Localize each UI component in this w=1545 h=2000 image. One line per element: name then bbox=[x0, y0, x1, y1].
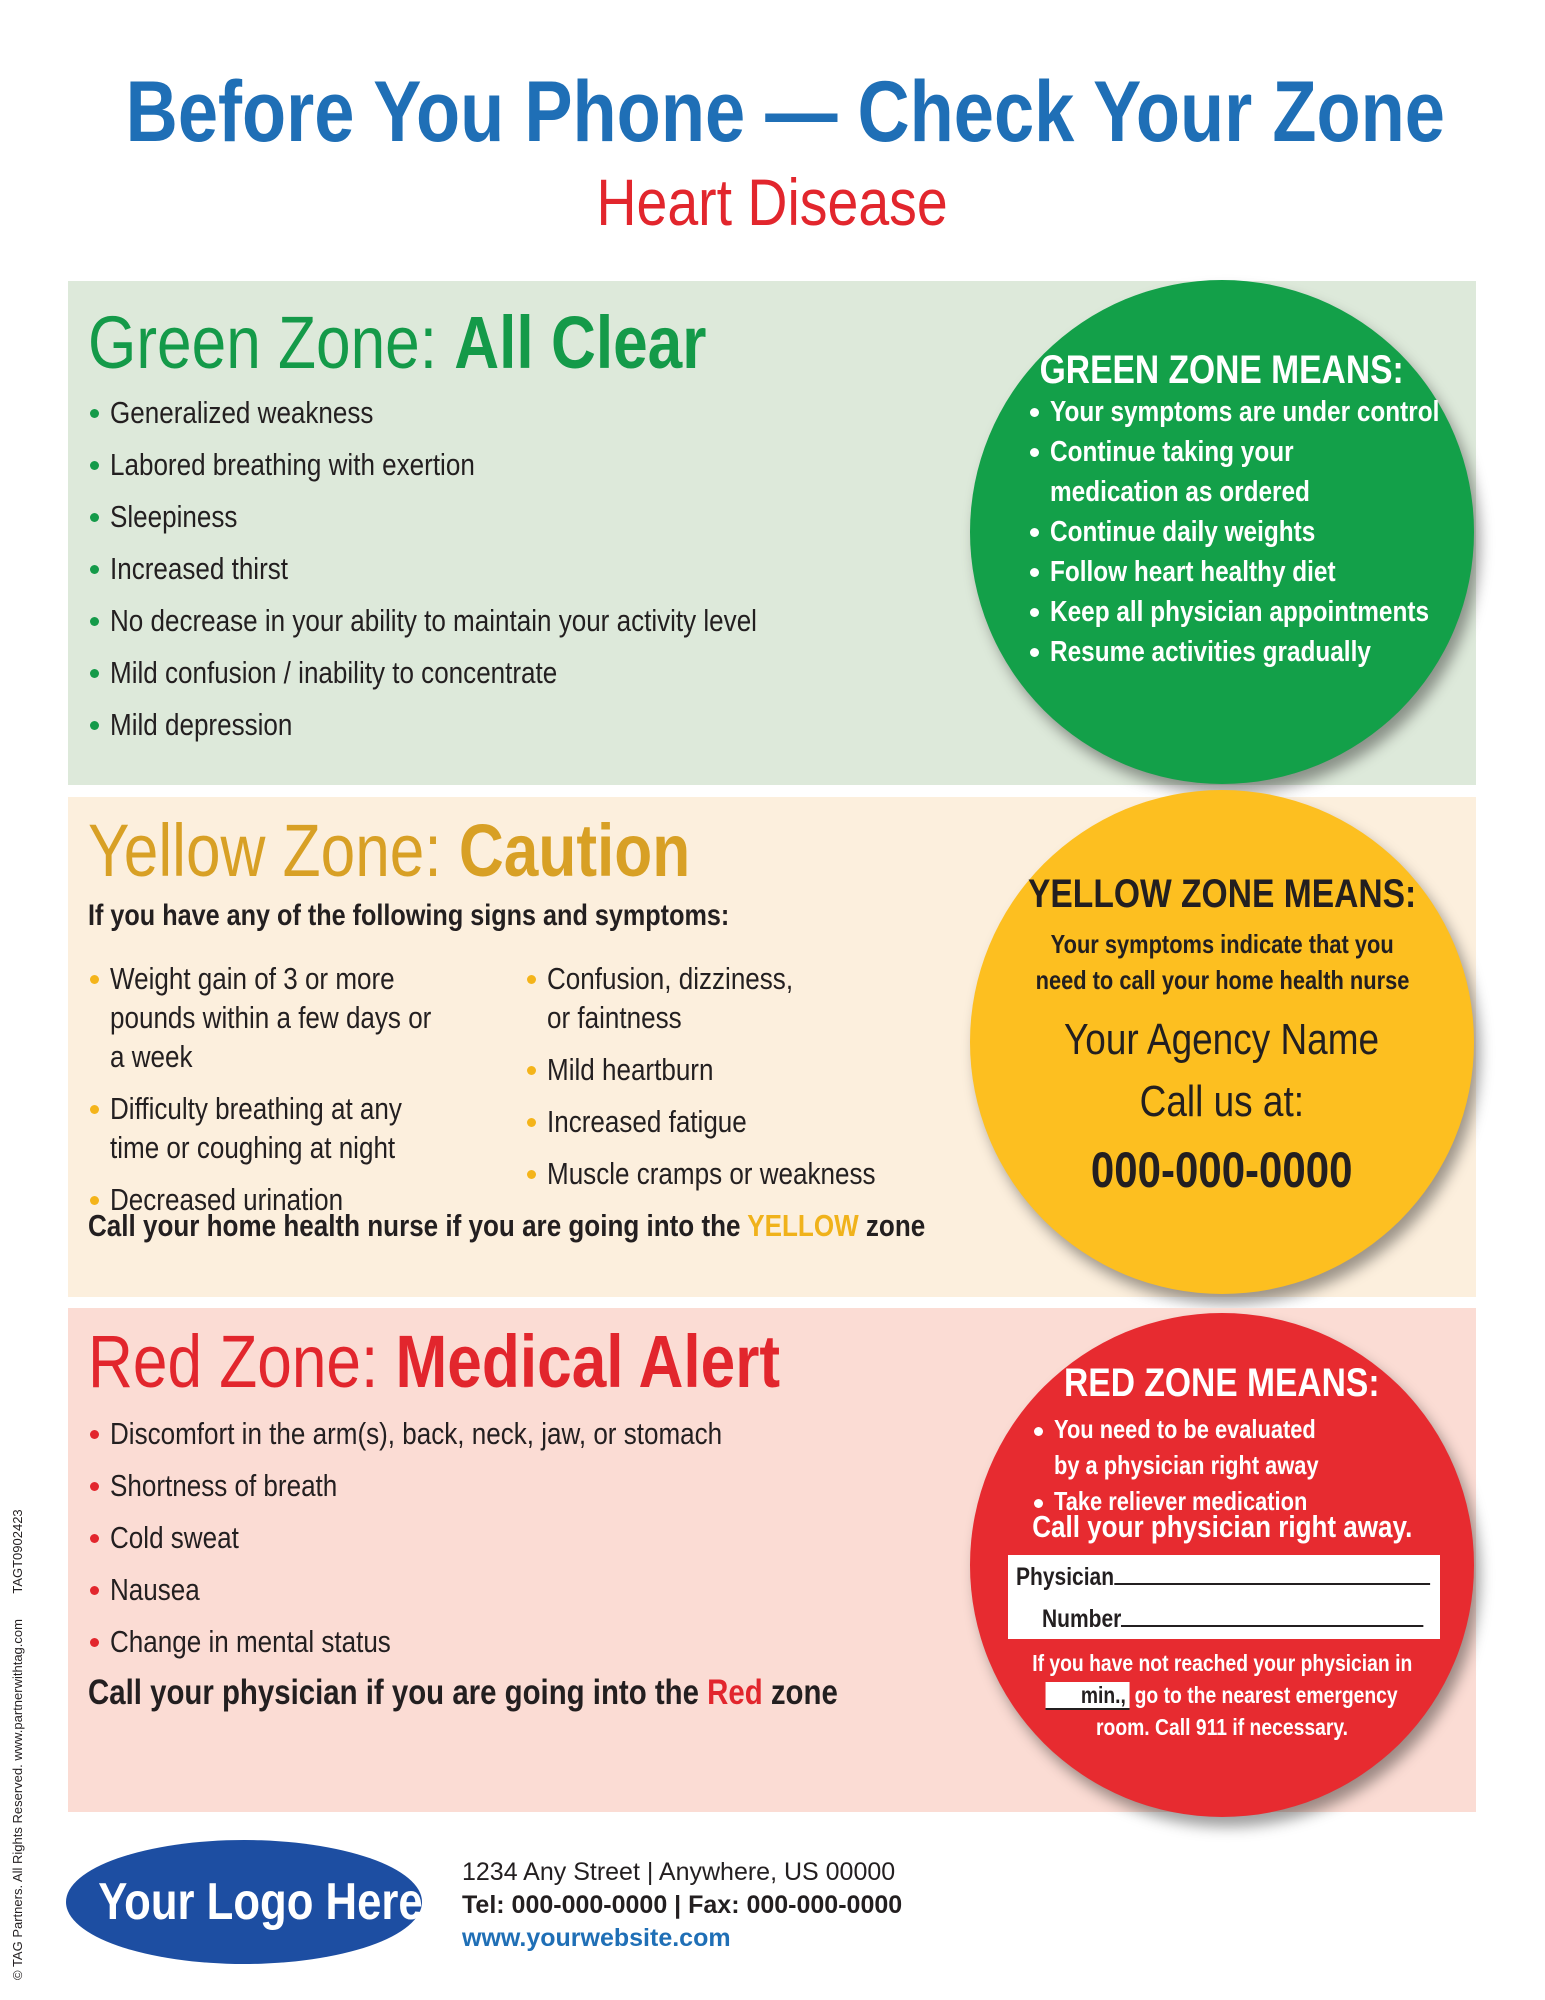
website-link[interactable]: www.yourwebsite.com bbox=[462, 1924, 731, 1952]
address: 1234 Any Street | Anywhere, US 00000 bbox=[462, 1858, 896, 1886]
red-zone-call-instruction: Call your physician if you are going into the Red zone bbox=[88, 1673, 838, 1712]
green-zone-means-title: GREEN ZONE MEANS: bbox=[1039, 348, 1405, 392]
red-zone-heading: Red Zone: Medical Alert bbox=[88, 1320, 781, 1403]
yellow-zone-means-title: YELLOW ZONE MEANS: bbox=[1027, 872, 1417, 916]
yellow-zone-call-instruction: Call your home health nurse if you are going into the YELLOW zone bbox=[88, 1208, 926, 1243]
physician-field[interactable]: Physician bbox=[1016, 1561, 1509, 1592]
list-item: Keep all physician appointments bbox=[1028, 592, 1458, 632]
call-us-label: Call us at: bbox=[1139, 1077, 1305, 1126]
list-item: Increased thirst bbox=[88, 549, 880, 588]
red-symptom-list bbox=[88, 1414, 839, 1674]
yellow-symptom-list-1 bbox=[88, 959, 508, 1232]
yellow-symptom-list-2 bbox=[525, 959, 905, 1206]
list-item: Mild confusion / inability to concentrate bbox=[88, 653, 880, 692]
green-zone-heading: Green Zone: All Clear bbox=[88, 301, 707, 384]
list-item: Muscle cramps or weakness bbox=[525, 1154, 905, 1193]
green-zone-means-circle bbox=[970, 280, 1474, 784]
yellow-zone-heading: Yellow Zone: Caution bbox=[88, 809, 691, 892]
list-item: Continue taking your medication as ordered bbox=[1028, 432, 1458, 512]
yellow-zone-intro: If you have any of the following signs and symptoms: bbox=[88, 899, 730, 932]
red-zone-means-title: RED ZONE MEANS: bbox=[1064, 1361, 1380, 1405]
list-item: Sleepiness bbox=[88, 497, 880, 536]
list-item: Change in mental status bbox=[88, 1622, 839, 1661]
list-item: Resume activities gradually bbox=[1028, 632, 1458, 672]
list-item: Continue daily weights bbox=[1028, 512, 1458, 552]
list-item: Your symptoms are under control bbox=[1028, 392, 1458, 432]
list-item: You need to be evaluated by a physician right away bbox=[1032, 1411, 1392, 1483]
phone-fax: Tel: 000-000-0000 | Fax: 000-000-0000 bbox=[462, 1891, 903, 1919]
page-subtitle: Heart Disease bbox=[596, 165, 949, 239]
red-zone-means-list bbox=[1032, 1411, 1392, 1519]
red-zone-means-circle bbox=[970, 1313, 1474, 1817]
list-item: Shortness of breath bbox=[88, 1466, 839, 1505]
list-item: Difficulty breathing at any time or coughing at night bbox=[88, 1089, 508, 1167]
list-item: Increased fatigue bbox=[525, 1102, 905, 1141]
agency-name: Your Agency Name bbox=[1064, 1015, 1380, 1064]
list-item: Cold sweat bbox=[88, 1518, 839, 1557]
list-item: Weight gain of 3 or more pounds within a few days or a week bbox=[88, 959, 508, 1076]
list-item: No decrease in your ability to maintain your activity level bbox=[88, 601, 880, 640]
copyright-text: © TAG Partners. All Rights Reserved. www.partnerwithtag.com bbox=[10, 1619, 25, 1980]
physician-line[interactable] bbox=[1114, 1561, 1430, 1585]
list-item: Confusion, dizziness, or faintness bbox=[525, 959, 905, 1037]
list-item: Discomfort in the arm(s), back, neck, jaw, or stomach bbox=[88, 1414, 839, 1453]
list-item: Labored breathing with exertion bbox=[88, 445, 880, 484]
list-item: Mild depression bbox=[88, 705, 880, 744]
number-line[interactable] bbox=[1121, 1603, 1423, 1627]
yellow-zone-means-text: Your symptoms indicate that you need to call your home health nurse bbox=[1035, 929, 1409, 995]
contact-block bbox=[462, 1856, 902, 1955]
number-field[interactable]: Number bbox=[1042, 1603, 1496, 1634]
list-item: Nausea bbox=[88, 1570, 839, 1609]
green-symptom-list bbox=[88, 393, 880, 757]
green-zone-means-list bbox=[1028, 392, 1458, 672]
list-item: Generalized weakness bbox=[88, 393, 880, 432]
page-title: Before You Phone — Check Your Zone bbox=[125, 64, 1445, 160]
list-item: Follow heart healthy diet bbox=[1028, 552, 1458, 592]
copyright-vertical bbox=[10, 1487, 25, 1980]
physician-note: If you have not reached your physician in min., go to the nearest emergency room. Call 911 if necessary. bbox=[1031, 1650, 1413, 1740]
logo: Your Logo Here! bbox=[66, 1840, 422, 1964]
agency-phone: 000-000-0000 bbox=[1091, 1142, 1353, 1198]
call-physician-text: Call your physician right away. bbox=[1031, 1509, 1413, 1544]
document-code: TAGT0902423 bbox=[10, 1509, 25, 1594]
physician-info-box bbox=[1008, 1555, 1440, 1639]
yellow-zone-means-circle bbox=[970, 790, 1474, 1294]
list-item: Take reliever medication bbox=[1032, 1483, 1392, 1519]
list-item: Mild heartburn bbox=[525, 1050, 905, 1089]
list-item: Decreased urination bbox=[88, 1180, 508, 1219]
